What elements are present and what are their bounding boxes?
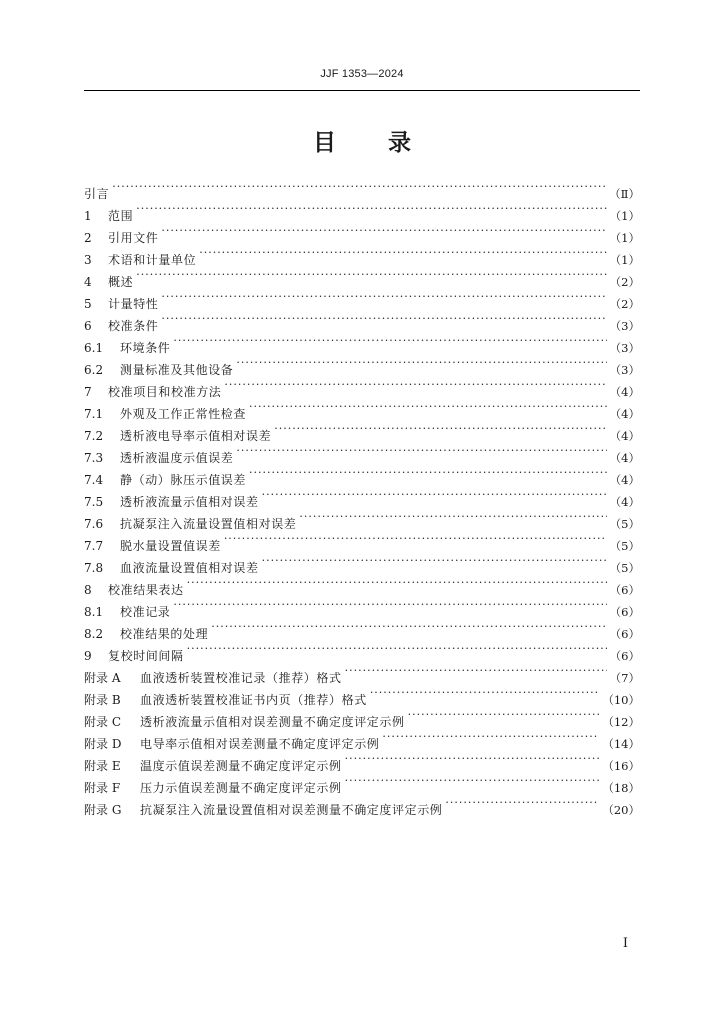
toc-entry-number: 8 [84, 583, 92, 597]
toc-dot-leader [408, 704, 600, 726]
toc-entry-title: 透析液流量示值相对误差 [120, 495, 259, 509]
toc-entry-page: （2） [609, 297, 640, 311]
toc-entry-page: （3） [609, 363, 640, 377]
toc-dot-leader [299, 506, 606, 528]
toc-entry-page: （10） [602, 693, 640, 707]
toc-entry-number: 7.8 [84, 561, 104, 575]
toc-entry-page: （4） [609, 495, 640, 509]
toc-entry-title: 校准条件 [108, 319, 159, 333]
toc-dot-leader [236, 440, 606, 462]
toc-entry-number: 7.5 [84, 495, 104, 509]
toc-entry[interactable] [84, 330, 640, 355]
toc-entry-title: 测量标准及其他设备 [120, 363, 234, 377]
toc-entry-number: 附录 A [84, 671, 121, 685]
toc-entry-page: （Ⅱ） [609, 187, 640, 201]
header-divider [84, 90, 640, 91]
toc-entry-page: （3） [609, 319, 640, 333]
toc-entry-page: （4） [609, 429, 640, 443]
toc-entry-number: 5 [84, 297, 92, 311]
toc-dot-leader [112, 176, 606, 198]
toc-dot-leader [249, 396, 607, 418]
toc-entry-title: 透析液电导率示值相对误差 [120, 429, 272, 443]
toc-entry-title: 概述 [108, 275, 134, 289]
toc-entry-title: 引言 [84, 187, 110, 201]
toc-entry-number: 2 [84, 231, 92, 245]
toc-entry-number: 8.1 [84, 605, 104, 619]
toc-entry[interactable] [84, 176, 640, 201]
toc-dot-leader [262, 484, 607, 506]
toc-entry-title: 电导率示值相对误差测量不确定度评定示例 [140, 737, 380, 751]
toc-entry-page: （3） [609, 341, 640, 355]
toc-entry[interactable] [84, 286, 640, 311]
toc-entry-number: 6.2 [84, 363, 104, 377]
toc-dot-leader [173, 330, 606, 352]
toc-dot-leader [345, 770, 600, 792]
toc-entry-page: （12） [602, 715, 640, 729]
toc-entry-page: （7） [609, 671, 640, 685]
toc-entry-title: 校准结果的处理 [120, 627, 209, 641]
document-code-header: JJF 1353—2024 [320, 68, 404, 80]
toc-entry-title: 透析液流量示值相对误差测量不确定度评定示例 [140, 715, 405, 729]
toc-dot-leader [199, 242, 606, 264]
toc-entry-title: 复校时间间隔 [108, 649, 184, 663]
toc-entry-page: （5） [609, 561, 640, 575]
toc-entry-title: 脱水量设置值误差 [120, 539, 221, 553]
toc-entry-page: （6） [609, 627, 640, 641]
toc-dot-leader [224, 374, 606, 396]
toc-entry-number: 7.4 [84, 473, 104, 487]
toc-entry-number: 4 [84, 275, 92, 289]
toc-entry-number: 9 [84, 649, 92, 663]
toc-entry-page: （16） [602, 759, 640, 773]
toc-entry[interactable] [84, 264, 640, 289]
toc-entry-title: 校准记录 [120, 605, 171, 619]
toc-dot-leader [236, 352, 606, 374]
toc-dot-leader [136, 264, 606, 286]
toc-dot-leader [345, 748, 600, 770]
toc-dot-leader [262, 550, 607, 572]
toc-dot-leader [161, 286, 606, 308]
toc-entry-title: 校准结果表达 [108, 583, 184, 597]
toc-entry-page: （14） [602, 737, 640, 751]
page-title [0, 124, 724, 157]
toc-entry-page: （5） [609, 517, 640, 531]
toc-entry-number: 附录 F [84, 781, 121, 795]
toc-dot-leader [161, 220, 606, 242]
toc-entry-page: （6） [609, 583, 640, 597]
toc-entry-title: 血液透析装置校准证书内页（推荐）格式 [140, 693, 367, 707]
toc-entry-page: （4） [609, 385, 640, 399]
toc-entry-page: （6） [609, 649, 640, 663]
title-char-1: 目 [313, 130, 336, 156]
toc-dot-leader [274, 418, 606, 440]
toc-entry-number: 附录 C [84, 715, 121, 729]
toc-entry-number: 7.3 [84, 451, 104, 465]
toc-entry-title: 透析液温度示值误差 [120, 451, 234, 465]
toc-dot-leader [445, 792, 599, 814]
toc-entry-title: 计量特性 [108, 297, 159, 311]
title-char-2: 录 [388, 130, 411, 156]
toc-entry-page: （4） [609, 407, 640, 421]
toc-entry-title: 温度示值误差测量不确定度评定示例 [140, 759, 342, 773]
toc-entry-page: （5） [609, 539, 640, 553]
toc-entry[interactable] [84, 242, 640, 267]
toc-entry-number: 7.2 [84, 429, 104, 443]
toc-dot-leader [211, 616, 606, 638]
table-of-contents [84, 176, 640, 817]
toc-entry-title: 环境条件 [120, 341, 171, 355]
toc-entry-page: （4） [609, 473, 640, 487]
toc-entry-title: 压力示值误差测量不确定度评定示例 [140, 781, 342, 795]
toc-entry-page: （20） [602, 803, 640, 817]
page-number: I [622, 936, 628, 951]
toc-entry-number: 7.1 [84, 407, 104, 421]
toc-entry-number: 附录 D [84, 737, 122, 751]
toc-entry-page: （2） [609, 275, 640, 289]
toc-entry-page: （6） [609, 605, 640, 619]
toc-entry-title: 校准项目和校准方法 [108, 385, 222, 399]
toc-entry-title: 抗凝泵注入流量设置值相对误差 [120, 517, 297, 531]
toc-entry-number: 3 [84, 253, 92, 267]
toc-dot-leader [370, 682, 600, 704]
toc-entry-title: 抗凝泵注入流量设置值相对误差测量不确定度评定示例 [140, 803, 443, 817]
toc-entry-title: 血液透析装置校准记录（推荐）格式 [140, 671, 342, 685]
toc-entry-title: 术语和计量单位 [108, 253, 197, 267]
toc-entry-number: 附录 B [84, 693, 121, 707]
toc-entry-page: （4） [609, 451, 640, 465]
toc-entry-page: （18） [602, 781, 640, 795]
toc-entry-title: 血液流量设置值相对误差 [120, 561, 259, 575]
toc-entry[interactable] [84, 308, 640, 333]
toc-entry-number: 6.1 [84, 341, 104, 355]
toc-entry-number: 8.2 [84, 627, 104, 641]
toc-dot-leader [224, 528, 607, 550]
toc-entry-page: （1） [609, 253, 640, 267]
toc-dot-leader [187, 638, 607, 660]
toc-entry-number: 7.7 [84, 539, 104, 553]
toc-entry-page: （1） [609, 209, 640, 223]
toc-entry-number: 1 [84, 209, 92, 223]
toc-entry-number: 附录 E [84, 759, 121, 773]
toc-entry-number: 6 [84, 319, 92, 333]
toc-dot-leader [136, 198, 606, 220]
toc-entry-number: 附录 G [84, 803, 122, 817]
toc-entry-title: 引用文件 [108, 231, 159, 245]
toc-dot-leader [187, 572, 607, 594]
toc-entry[interactable] [84, 220, 640, 245]
toc-entry-title: 静（动）脉压示值误差 [120, 473, 247, 487]
toc-entry[interactable] [84, 198, 640, 223]
toc-entry-title: 外观及工作正常性检查 [120, 407, 247, 421]
toc-entry-number: 7 [84, 385, 92, 399]
toc-entry-page: （1） [609, 231, 640, 245]
toc-entry-title: 范围 [108, 209, 134, 223]
toc-dot-leader [161, 308, 606, 330]
toc-entry-number: 7.6 [84, 517, 104, 531]
toc-dot-leader [345, 660, 607, 682]
toc-dot-leader [173, 594, 606, 616]
toc-dot-leader [382, 726, 599, 748]
toc-dot-leader [249, 462, 607, 484]
